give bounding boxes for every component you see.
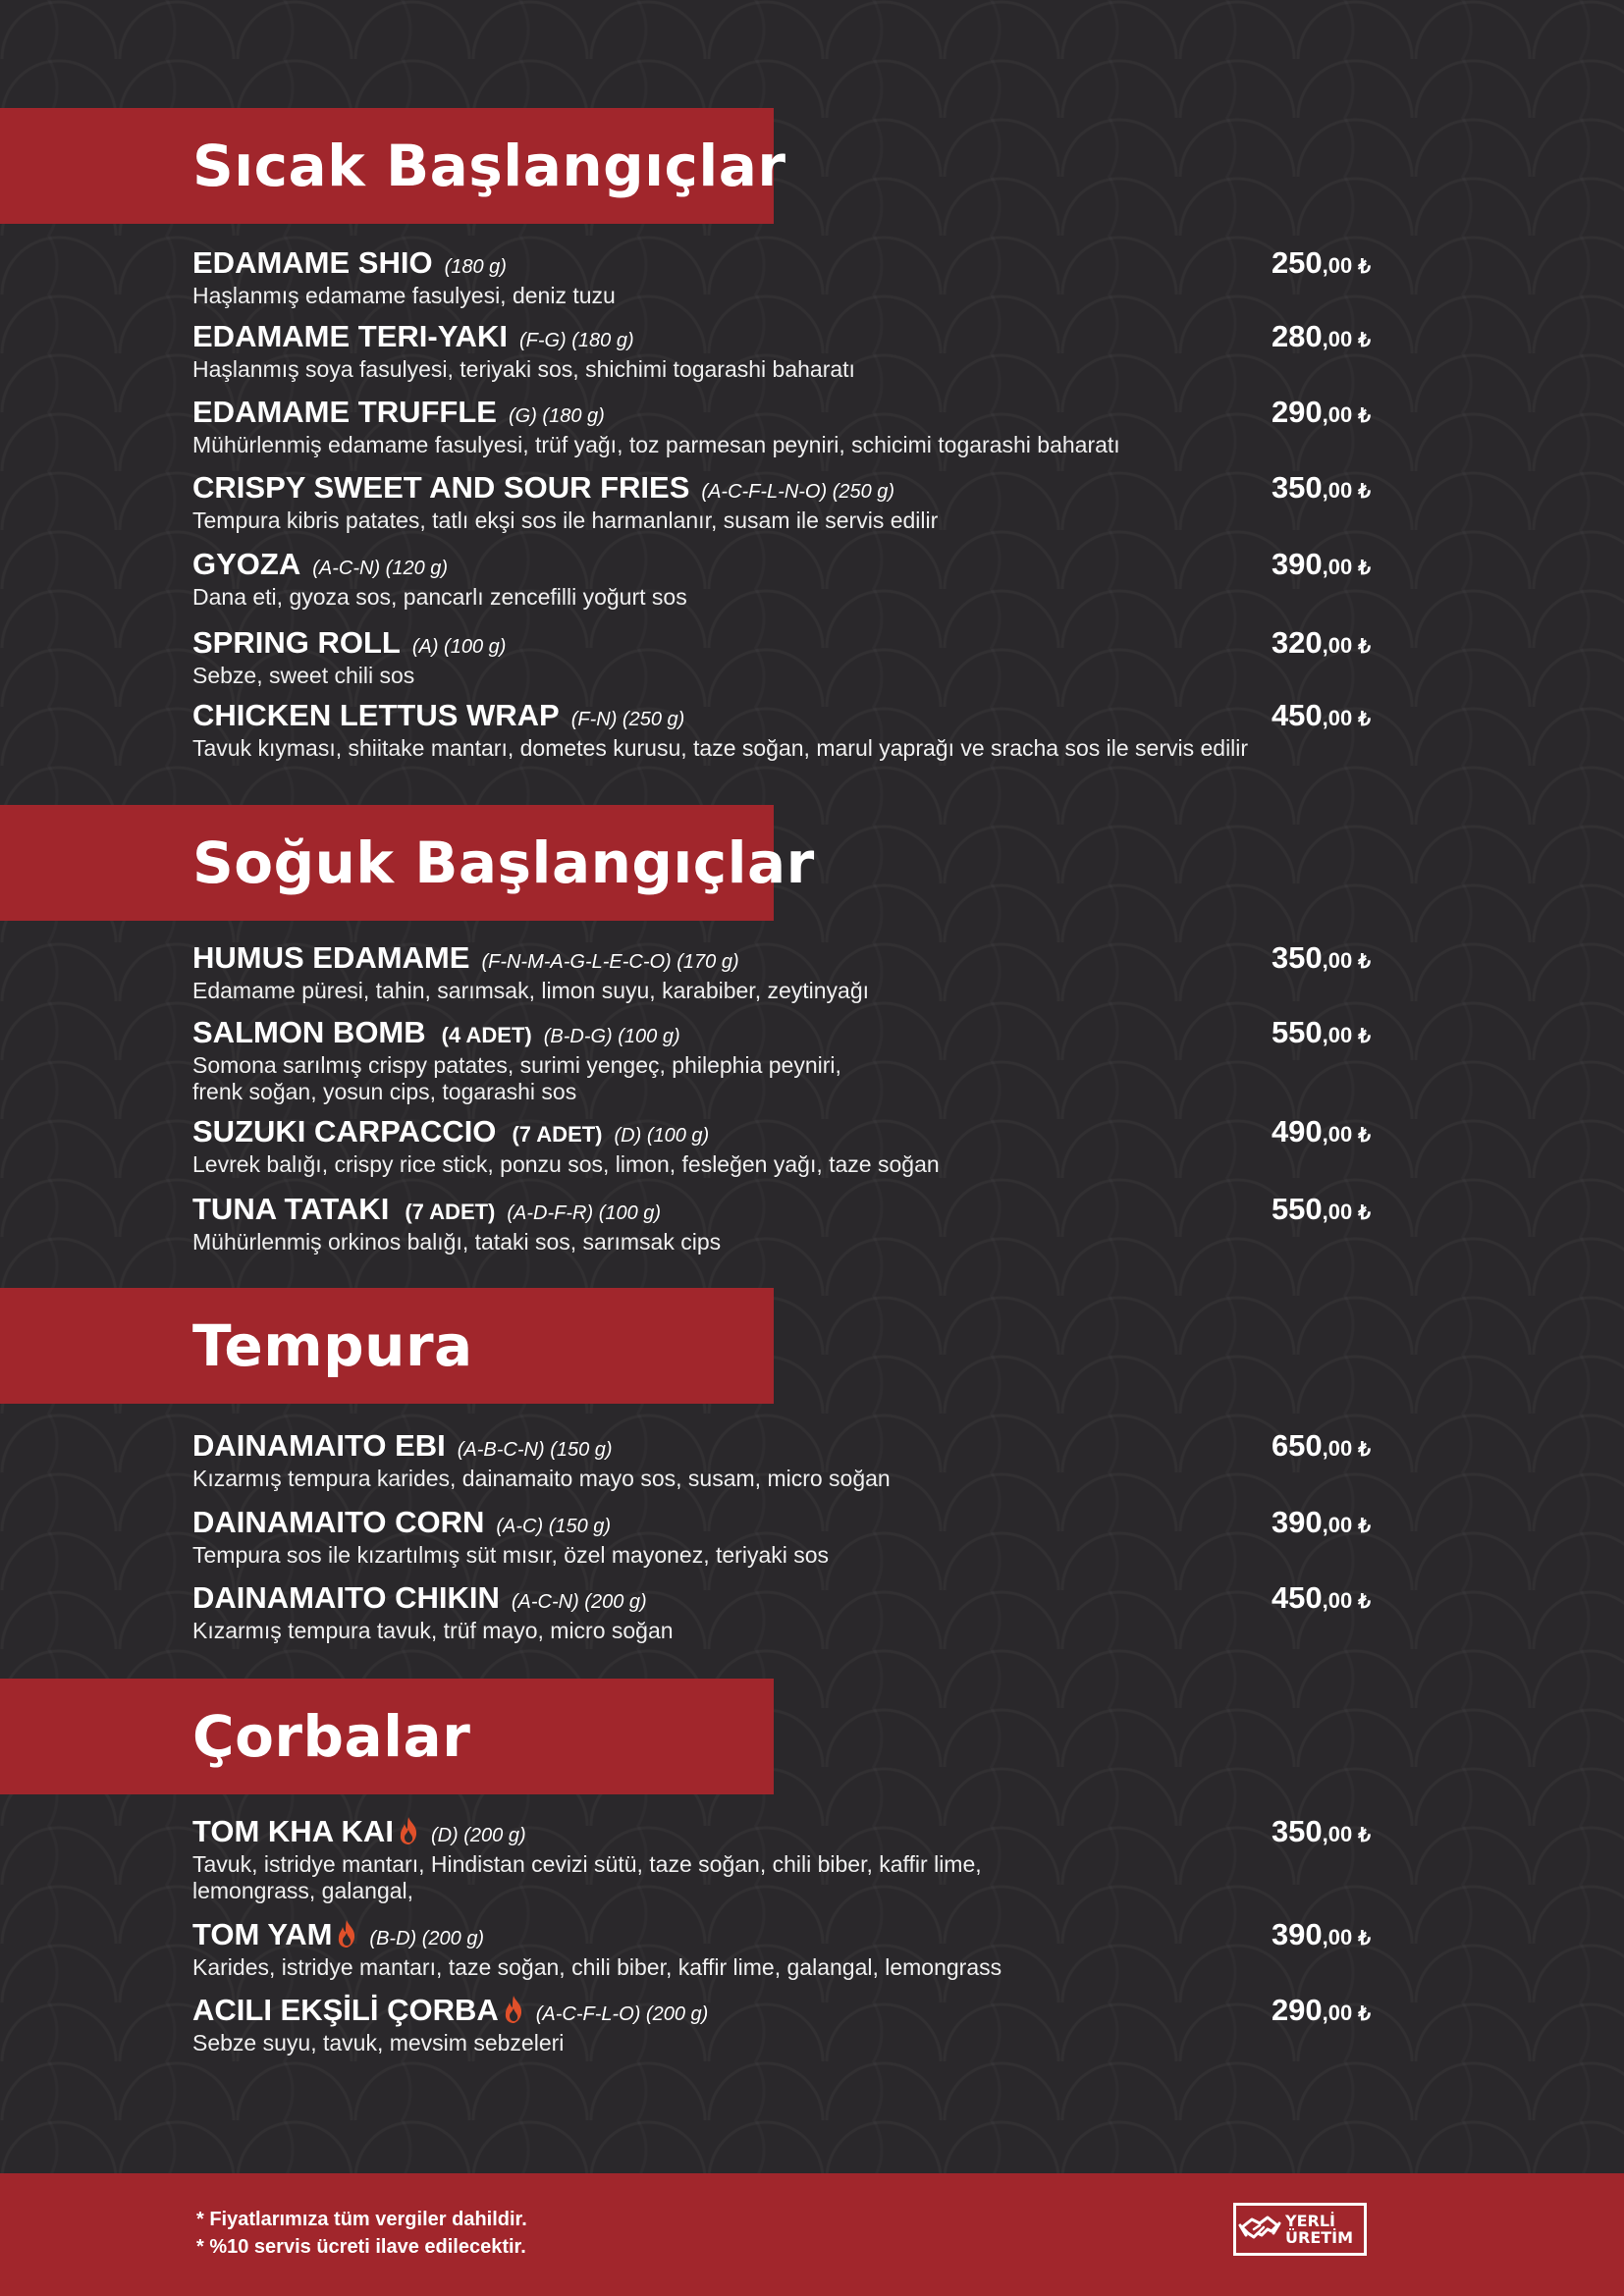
price-integer: 390 xyxy=(1271,1917,1323,1951)
tax-note: * Fiyatlarımıza tüm vergiler dahildir. xyxy=(196,2209,527,2230)
item-description: Tempura kibris patates, tatlı ekşi sos ile harmanlanır, susam ile servis edilir xyxy=(192,507,939,533)
item-name: GYOZA xyxy=(192,547,301,581)
fire-icon xyxy=(503,1995,524,2024)
menu-item xyxy=(192,1814,1371,1904)
price-decimal: ,00 xyxy=(1322,555,1353,579)
item-name: TOM YAM xyxy=(192,1917,333,1951)
menu-item xyxy=(192,547,1371,611)
menu-item xyxy=(192,245,1371,309)
menu-item xyxy=(192,395,1371,458)
menu-item xyxy=(192,940,1371,1004)
item-allergens-weight: (F-N-M-A-G-L-E-C-O) (170 g) xyxy=(481,951,739,973)
item-price xyxy=(1174,1428,1371,1464)
menu-item xyxy=(192,625,1371,689)
lira-icon: ₺ xyxy=(1358,330,1371,351)
handshake-icon xyxy=(1238,2208,1281,2251)
price-decimal: ,00 xyxy=(1322,1513,1353,1537)
menu-item xyxy=(192,1192,1371,1255)
section-title: Tempura xyxy=(192,1312,473,1379)
menu-item xyxy=(192,1505,1371,1569)
price-integer: 350 xyxy=(1271,470,1323,505)
price-decimal: ,00 xyxy=(1322,633,1353,658)
item-allergens-weight: (B-D-G) (100 g) xyxy=(543,1026,680,1047)
item-name: EDAMAME TRUFFLE xyxy=(192,395,497,429)
item-description: Kızarmış tempura tavuk, trüf mayo, micro soğan xyxy=(192,1618,674,1643)
item-price xyxy=(1174,698,1371,733)
price-integer: 280 xyxy=(1271,319,1323,353)
lira-icon: ₺ xyxy=(1358,2003,1371,2025)
item-price xyxy=(1174,547,1371,582)
section-header-soguk xyxy=(0,805,815,921)
section-title: Çorbalar xyxy=(192,1703,471,1770)
item-price xyxy=(1174,1814,1371,1849)
item-allergens-weight: (A-C) (150 g) xyxy=(496,1516,612,1537)
price-decimal: ,00 xyxy=(1322,1822,1353,1846)
item-description: Tempura sos ile kızartılmış süt mısır, özel mayonez, teriyaki sos xyxy=(192,1542,830,1568)
item-price xyxy=(1174,470,1371,506)
item-description: Edamame püresi, tahin, sarımsak, limon suyu, karabiber, zeytinyağı xyxy=(192,978,870,1003)
menu-item xyxy=(192,319,1371,383)
lira-icon: ₺ xyxy=(1358,636,1371,658)
menu-item xyxy=(192,1114,1371,1178)
price-decimal: ,00 xyxy=(1322,1925,1353,1949)
price-integer: 350 xyxy=(1271,1814,1323,1848)
lira-icon: ₺ xyxy=(1358,1202,1371,1224)
item-price xyxy=(1174,395,1371,430)
price-integer: 450 xyxy=(1271,698,1323,732)
lira-icon: ₺ xyxy=(1358,1591,1371,1613)
price-decimal: ,00 xyxy=(1322,1122,1353,1147)
price-decimal: ,00 xyxy=(1322,1436,1353,1461)
price-decimal: ,00 xyxy=(1322,478,1353,503)
price-decimal: ,00 xyxy=(1322,706,1353,730)
item-name: SPRING ROLL xyxy=(192,625,401,660)
item-description: Haşlanmış soya fasulyesi, teriyaki sos, shichimi togarashi baharatı xyxy=(192,356,855,382)
section-title: Soğuk Başlangıçlar xyxy=(192,829,815,896)
item-price xyxy=(1174,1505,1371,1540)
lira-icon: ₺ xyxy=(1358,709,1371,730)
item-name: HUMUS EDAMAME xyxy=(192,940,470,975)
badge-line-1: YERLİ xyxy=(1285,2212,1335,2230)
item-description: Levrek balığı, crispy rice stick, ponzu sos, limon, fesleğen yağı, taze soğan xyxy=(192,1151,940,1177)
price-integer: 550 xyxy=(1271,1015,1323,1049)
menu-item xyxy=(192,1580,1371,1644)
item-price xyxy=(1174,625,1371,661)
price-integer: 320 xyxy=(1271,625,1323,660)
item-price xyxy=(1174,940,1371,976)
service-charge-note: * %10 servis ücreti ilave edilecektir. xyxy=(196,2236,526,2258)
item-name: DAINAMAITO CORN xyxy=(192,1505,485,1539)
item-price xyxy=(1174,319,1371,354)
item-price xyxy=(1174,245,1371,281)
item-price xyxy=(1174,1993,1371,2028)
item-pieces: (4 ADET) xyxy=(441,1023,532,1047)
price-decimal: ,00 xyxy=(1322,253,1353,278)
item-description: Dana eti, gyoza sos, pancarlı zencefilli yoğurt sos xyxy=(192,584,687,610)
item-allergens-weight: (D) (200 g) xyxy=(430,1825,526,1846)
item-allergens-weight: (A-B-C-N) (150 g) xyxy=(457,1439,613,1461)
menu-item xyxy=(192,1015,1371,1105)
badge-line-2: ÜRETİM xyxy=(1285,2228,1354,2247)
item-allergens-weight: (A) (100 g) xyxy=(411,636,507,658)
item-name: SUZUKI CARPACCIO xyxy=(192,1114,497,1148)
price-integer: 450 xyxy=(1271,1580,1323,1615)
price-integer: 650 xyxy=(1271,1428,1323,1463)
item-description: Kızarmış tempura karides, dainamaito mayo sos, susam, micro soğan xyxy=(192,1466,891,1491)
item-name: TOM KHA KAI xyxy=(192,1814,394,1848)
price-integer: 490 xyxy=(1271,1114,1323,1148)
item-allergens-weight: (A-C-F-L-N-O) (250 g) xyxy=(701,481,895,503)
price-integer: 250 xyxy=(1271,245,1323,280)
lira-icon: ₺ xyxy=(1358,1928,1371,1949)
item-price xyxy=(1174,1015,1371,1050)
badge-label xyxy=(1285,2213,1353,2246)
item-description: Karides, istridye mantarı, taze soğan, chili biber, kaffir lime, galangal, lemongrass xyxy=(192,1954,1002,1980)
menu-item xyxy=(192,698,1371,762)
lira-icon: ₺ xyxy=(1358,256,1371,278)
fire-icon xyxy=(336,1919,357,1949)
lira-icon: ₺ xyxy=(1358,481,1371,503)
price-integer: 390 xyxy=(1271,547,1323,581)
menu-item xyxy=(192,1993,1371,2056)
item-description: Tavuk, istridye mantarı, Hindistan cevizi sütü, taze soğan, chili biber, kaffir lime, lemongrass, galangal, xyxy=(192,1851,982,1903)
item-description: Somona sarılmış crispy patates, surimi yengeç, philephia peyniri, frenk soğan, yosun cips, togarashi sos xyxy=(192,1052,841,1104)
lira-icon: ₺ xyxy=(1358,405,1371,427)
price-integer: 390 xyxy=(1271,1505,1323,1539)
item-name: ACILI EKŞİLİ ÇORBA xyxy=(192,1993,499,2027)
lira-icon: ₺ xyxy=(1358,1825,1371,1846)
item-description: Sebze, sweet chili sos xyxy=(192,663,415,688)
price-integer: 550 xyxy=(1271,1192,1323,1226)
item-description: Haşlanmış edamame fasulyesi, deniz tuzu xyxy=(192,283,616,308)
price-integer: 290 xyxy=(1271,1993,1323,2027)
item-allergens-weight: (G) (180 g) xyxy=(508,405,605,427)
section-header-tempura xyxy=(0,1288,774,1404)
item-name: DAINAMAITO CHIKIN xyxy=(192,1580,500,1615)
menu-item xyxy=(192,1917,1371,1981)
item-name: EDAMAME SHIO xyxy=(192,245,433,280)
section-header-corbalar xyxy=(0,1679,774,1794)
item-name: TUNA TATAKI xyxy=(192,1192,390,1226)
item-description: Mühürlenmiş orkinos balığı, tataki sos, sarımsak cips xyxy=(192,1229,722,1255)
lira-icon: ₺ xyxy=(1358,1516,1371,1537)
lira-icon: ₺ xyxy=(1358,1026,1371,1047)
price-decimal: ,00 xyxy=(1322,402,1353,427)
price-decimal: ,00 xyxy=(1322,1200,1353,1224)
item-allergens-weight: (D) (100 g) xyxy=(614,1125,710,1147)
item-allergens-weight: (180 g) xyxy=(444,256,507,278)
item-allergens-weight: (F-G) (180 g) xyxy=(518,330,634,351)
item-price xyxy=(1174,1114,1371,1149)
yerli-uretim-badge xyxy=(1233,2203,1367,2256)
item-price xyxy=(1174,1192,1371,1227)
item-name: EDAMAME TERI-YAKI xyxy=(192,319,508,353)
item-description: Sebze suyu, tavuk, mevsim sebzeleri xyxy=(192,2030,565,2056)
item-allergens-weight: (A-C-N) (120 g) xyxy=(312,558,449,579)
price-integer: 350 xyxy=(1271,940,1323,975)
item-name: CRISPY SWEET AND SOUR FRIES xyxy=(192,470,690,505)
footer-band xyxy=(0,2173,1624,2296)
item-name: DAINAMAITO EBI xyxy=(192,1428,446,1463)
section-title: Sıcak Başlangıçlar xyxy=(192,133,786,199)
item-description: Mühürlenmiş edamame fasulyesi, trüf yağı, toz parmesan peyniri, schicimi togarashi baharatı xyxy=(192,432,1120,457)
item-name: SALMON BOMB xyxy=(192,1015,426,1049)
price-decimal: ,00 xyxy=(1322,2001,1353,2025)
price-decimal: ,00 xyxy=(1322,1023,1353,1047)
item-allergens-weight: (A-C-F-L-O) (200 g) xyxy=(535,2003,709,2025)
item-allergens-weight: (F-N) (250 g) xyxy=(570,709,685,730)
item-price xyxy=(1174,1917,1371,1952)
lira-icon: ₺ xyxy=(1358,951,1371,973)
section-header-sicak xyxy=(0,108,786,224)
item-name: CHICKEN LETTUS WRAP xyxy=(192,698,560,732)
item-price xyxy=(1174,1580,1371,1616)
item-allergens-weight: (A-C-N) (200 g) xyxy=(511,1591,647,1613)
item-pieces: (7 ADET) xyxy=(512,1122,603,1147)
price-integer: 290 xyxy=(1271,395,1323,429)
item-allergens-weight: (B-D) (200 g) xyxy=(369,1928,485,1949)
fire-icon xyxy=(398,1816,419,1845)
price-decimal: ,00 xyxy=(1322,948,1353,973)
menu-item xyxy=(192,470,1371,534)
item-pieces: (7 ADET) xyxy=(405,1200,496,1224)
lira-icon: ₺ xyxy=(1358,1125,1371,1147)
item-description: Tavuk kıyması, shiitake mantarı, dometes kurusu, taze soğan, marul yaprağı ve sracha sos ile servis edilir xyxy=(192,735,1249,761)
lira-icon: ₺ xyxy=(1358,1439,1371,1461)
menu-item xyxy=(192,1428,1371,1492)
item-allergens-weight: (A-D-F-R) (100 g) xyxy=(507,1202,662,1224)
price-decimal: ,00 xyxy=(1322,1588,1353,1613)
lira-icon: ₺ xyxy=(1358,558,1371,579)
price-decimal: ,00 xyxy=(1322,327,1353,351)
